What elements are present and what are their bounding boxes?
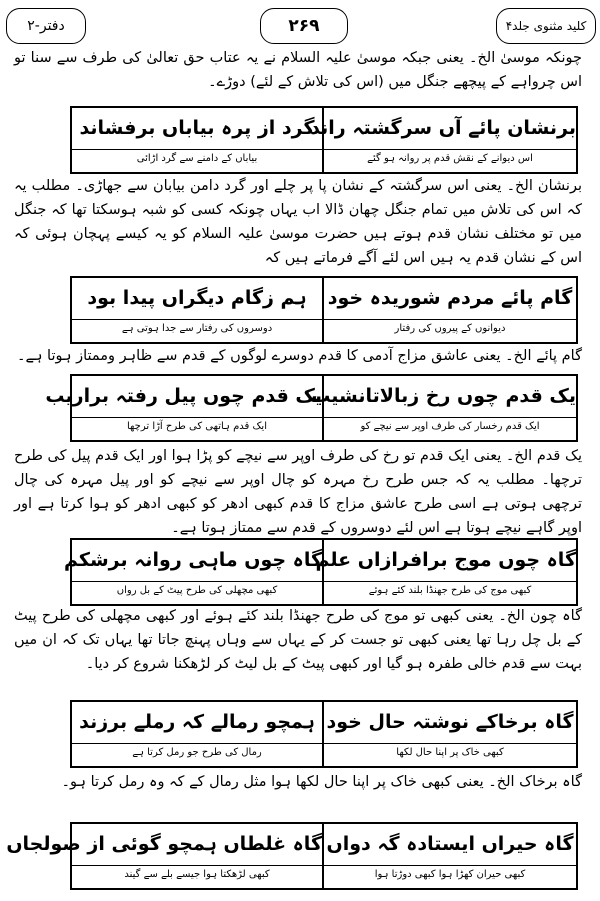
verse-first-half	[310, 108, 576, 172]
commentary-paragraph: گام پائے الخ۔ یعنی عاشق مزاج آدمی کا قدم دوسرے لوگوں کے قدم سے ظاہر وممتاز ہوتا ہے۔	[16, 348, 582, 364]
verse-second-half	[72, 702, 322, 766]
verse-gloss: دوسروں کی رفتار سے جدا ہوتی ہے	[121, 323, 273, 334]
commentary-paragraph: گاہ چون الخ۔ یعنی کبھی تو موج کی طرح جھنڈا بلند کئے ہوئے اور کبھی مچھلی کی طرح پیٹ کے بل چل رہا تھا یعنی کبھی تو جست کر کے یہاں سے وہاں پہنچ جاتا تھا یہاں تک کہ ان میں بہت سے قدم خالی طفرہ ہو گیا اور کبھی پیٹ کے بل لیٹ کر لڑھکنا شروع کر دیا۔	[14, 608, 582, 672]
verse-divider	[322, 824, 324, 888]
verse-gloss: کبھی حیران کھڑا ہوا کبھی دوڑتا ہوا	[374, 869, 526, 880]
page-number: ۲۶۹	[260, 8, 348, 44]
verse-second-half	[72, 278, 322, 342]
verse-box	[70, 700, 578, 768]
verse-box	[70, 106, 578, 174]
verse-text: گام پائے مردم شوریدہ خود	[327, 287, 573, 309]
verse-gloss: اس دیوانے کے نقش قدم پر روانہ ہو گئے	[367, 153, 533, 164]
volume-section-label: دفتر-۲	[6, 8, 86, 44]
verse-text: گاہ چوں ماہی روانہ برشکم	[64, 549, 322, 571]
verse-gloss: کبھی خاک پر اپنا حال لکھا	[396, 747, 504, 758]
verse-text: ہم زگام دیگراں پیدا بود	[87, 287, 307, 309]
verse-divider	[322, 278, 324, 342]
verse-gloss: کبھی مچھلی کی طرح پیٹ کے بل رواں	[116, 585, 278, 596]
verse-text: یک قدم چوں پیل رفتہ براریب	[45, 385, 322, 407]
gloss-rule	[72, 743, 576, 744]
verse-first-half	[324, 824, 576, 888]
verse-second-half	[72, 108, 322, 172]
verse-second-half	[6, 824, 322, 888]
verse-gloss: ایک قدم ہاتھی کی طرح آڑا ترچھا	[127, 421, 267, 432]
verse-gloss: ایک قدم رخسار کی طرف اوپر سے نیچے کو	[360, 421, 540, 432]
verse-divider	[322, 108, 324, 172]
verse-divider	[322, 702, 324, 766]
verse-divider	[322, 376, 324, 440]
verse-text: ہمچو رمالے کہ رملے برزند	[79, 711, 315, 733]
gloss-rule	[72, 149, 576, 150]
commentary-paragraph: برنشان الخ۔ یعنی اس سرگشتہ کے نشان پا پر چلے اور گرد دامن بیابان سے جھاڑی۔ مطلب یہ کہ اس کی تلاش میں تمام جنگل چھان ڈالا اب یہاں چونکہ کسی کو شبہ ہوسکتا تھا کہ جنگل میں تو مختلف نشان قدم ہوتے ہیں حضرت موسیٰ علیہ السلام کو یہ کیسے پہچان ہوئی کہ اس کے نشان قدم یہ ہیں اس لئے آگے فرماتے ہیں کہ	[14, 178, 582, 266]
verse-text: گاہ برخاکے نوشتہ حال خود	[326, 711, 574, 733]
verse-box	[6, 822, 578, 890]
verse-first-half	[315, 540, 576, 604]
verse-first-half	[311, 376, 576, 440]
verse-text: گاہ حیراں ایستادہ گہ دواں	[326, 833, 574, 855]
verse-text: گاہ غلطاں ہمچو گوئی از صولجاں	[6, 833, 322, 855]
commentary-paragraph: یک قدم الخ۔ یعنی ایک قدم تو رخ کی طرف اوپر سے نیچے کو پڑا ہوا اور ایک قدم پیل کی طرح ترچھا۔ مطلب یہ کہ جس طرح رخ مہرہ کو چال اوپر سے نیچے کو اور پیل مہرہ کی چال ترچھی ہوتی ہے اسی طرح عاشق مزاج کا قدم کبھی ادھر کو کبھی ادھر کو ہوا کرتا ہے اور اوپر گاہے نیچے ہوتا ہے اس لئے دوسروں کے قدم سے ممتاز ہوتا ہے۔	[14, 448, 582, 536]
book-title: کلید مثنوی جلد۴	[496, 8, 596, 44]
verse-box	[64, 538, 578, 606]
verse-first-half	[324, 702, 576, 766]
verse-gloss: دیوانوں کے پیروں کی رفتار	[394, 323, 506, 334]
gloss-rule	[72, 417, 576, 418]
verse-gloss: رمال کی طرح جو رمل کرتا ہے	[132, 747, 262, 758]
verse-gloss: بیاباں کے دامنے سے گرد اڑائی	[136, 153, 258, 164]
gloss-rule	[72, 581, 576, 582]
verse-box	[70, 276, 578, 344]
commentary-paragraph: چونکہ موسیٰ الخ۔ یعنی جبکہ موسیٰ علیہ السلام نے یہ عتاب حق تعالیٰ کی طرف سے سنا تو اس چرواہے کے پیچھے جنگل میں (اس کی تلاش کے لئے) دوڑے۔	[14, 50, 582, 90]
verse-second-half	[64, 540, 322, 604]
verse-text: یک قدم چوں رخ زبالاتانشیب	[311, 385, 576, 407]
gloss-rule	[72, 319, 576, 320]
verse-gloss: کبھی لڑھکتا ہوا جیسے بلے سے گیند	[124, 869, 270, 880]
verse-first-half	[324, 278, 576, 342]
commentary-paragraph: گاہ برخاک الخ۔ یعنی کبھی خاک پر اپنا حال لکھا ہوا مثل رمال کے کہ وہ رمل کرتا ہو۔	[61, 774, 582, 790]
verse-box	[45, 374, 578, 442]
verse-text: برنشان پائے آں سرگشتہ راند	[310, 117, 576, 139]
verse-gloss: کبھی موج کی طرح جھنڈا بلند کئے ہوئے	[368, 585, 532, 596]
gloss-rule	[72, 865, 576, 866]
verse-text: گرد از پرہ بیاباں برفشاند	[79, 117, 315, 139]
verse-second-half	[45, 376, 322, 440]
verse-divider	[322, 540, 324, 604]
verse-text: گاہ چوں موج برافرازاں علم	[315, 549, 576, 571]
